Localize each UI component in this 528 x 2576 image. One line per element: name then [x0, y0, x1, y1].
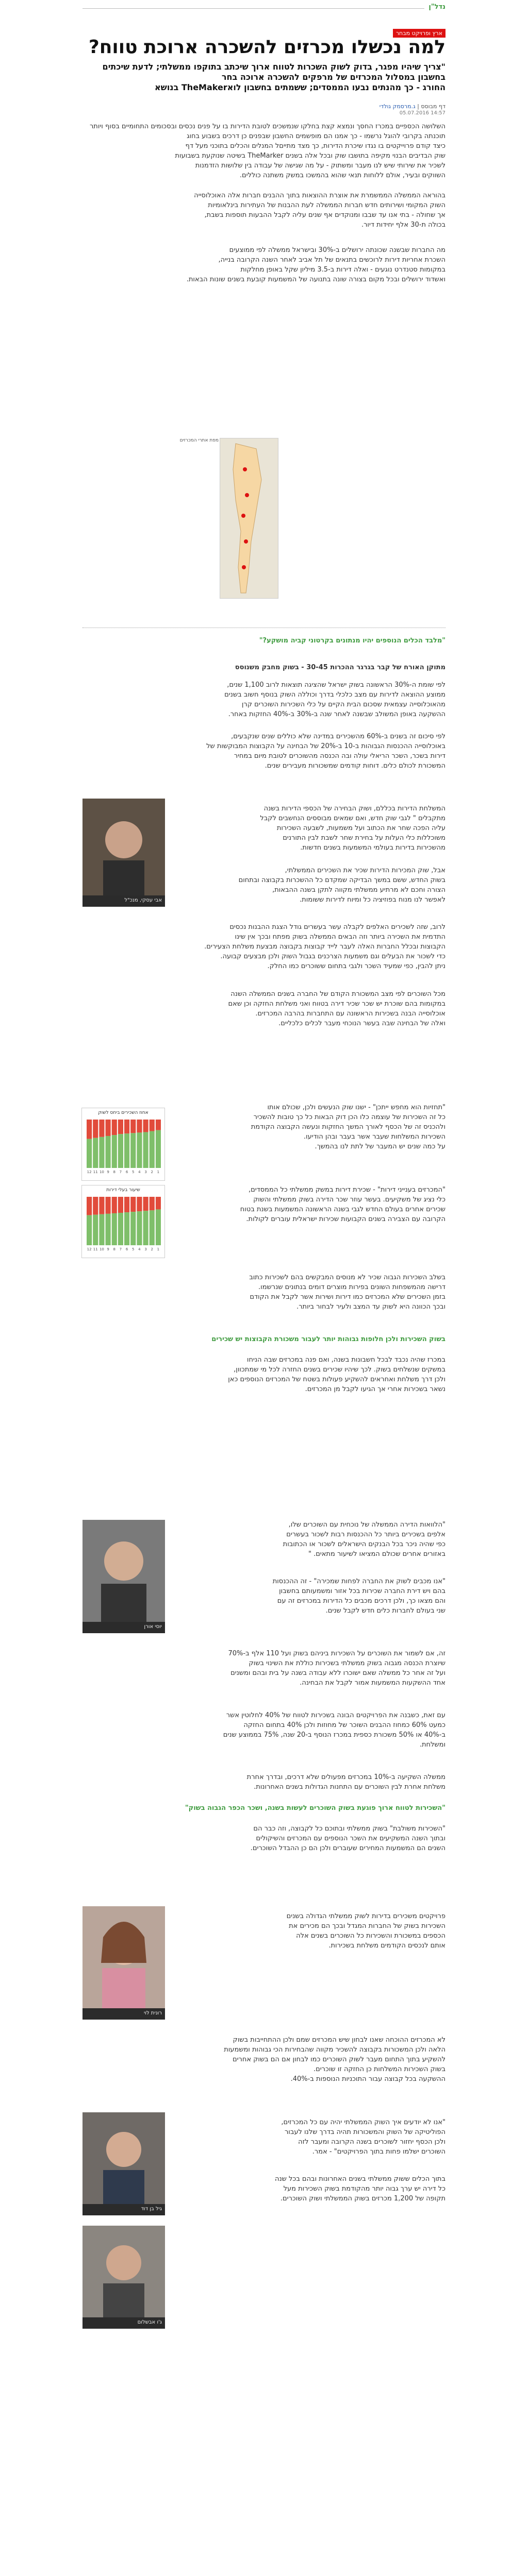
text-line: הלאה ולכן המשכורות בקבוצה להשכיר מקווה שהבחירות הכי גבוהות ומשמעות [224, 2046, 446, 2054]
lead-line-2: החורג - כך מהנתים נבעו הממסדים; ששמתים בחשבון לואTheMaker בנושא [155, 82, 446, 92]
paragraph-block-12 [82, 1273, 446, 1312]
chart-tick-label: 6 [125, 1170, 128, 1174]
chart-bar-remainder [130, 1120, 136, 1133]
text-line: לאפשר לנו מנוח בפוזיציה כל ומיוח לדירות ששומות. [300, 896, 446, 904]
chart-tick-label: 7 [119, 1170, 122, 1174]
text-line: השוכרים ישלמו פחות בתוך הפרויקטים" - אמר. [312, 2148, 446, 2156]
chart-bar [124, 1212, 129, 1245]
chart-bar [150, 1210, 155, 1245]
chart-bar [118, 1213, 123, 1245]
chart-bar [112, 1213, 117, 1245]
photo-caption: אבי עסקי, מנכ"ל [82, 895, 165, 907]
chart-tick-label: 7 [119, 1247, 122, 1251]
chart-bar [124, 1133, 129, 1168]
chart-bar-remainder [156, 1197, 161, 1209]
paragraph-2 [82, 191, 446, 230]
chart-bar-remainder [112, 1197, 117, 1213]
text-line: עליה הפכה שחר את הכתוב ועל משמעות, לשבעה השכירות [276, 824, 446, 832]
portrait-graphic [82, 2112, 165, 2204]
chart-bar-remainder [93, 1197, 98, 1215]
chart-bar-remainder [143, 1120, 148, 1132]
paragraph-7 [167, 866, 446, 905]
chart-tick-label: 5 [132, 1170, 135, 1174]
chart-bar-remainder [112, 1120, 117, 1135]
chart-bar-remainder [150, 1197, 155, 1210]
paragraph-18 [82, 1772, 446, 1792]
text-line: נשאר בשכירות אחרי אך הגיעו לקבל מן המכרזים. [305, 1385, 446, 1393]
text-line: במקומות בהם שוכרת יש שכר שכיר דירה בטווח ואני משלחת החזקה וכן שאם [228, 1000, 446, 1008]
paragraph-block-3 [82, 245, 446, 284]
shirt-shape [102, 1968, 145, 2008]
text-line: הכספים במשכורת והשכירות כל השוכרים בשנים אלה [296, 1932, 446, 1940]
text-line: אחד ההשקעות המשמעות אמור לקבל את הבחינה. [300, 1679, 446, 1687]
subheading-2: מתוקן האורח של קבר בגרגר ההכרות 30-45 - בשוק מחבק משנוסס [235, 664, 446, 671]
article-title: למה נכשלו מכרזים להשכרה ארוכת טווח? [88, 37, 446, 58]
text-line: לא המכרזים ההוכחה שאנו לבחון שיש המכרזים שמם ולכן ההתחייבות בשוק [233, 2036, 446, 2044]
paragraph-block-4 [82, 680, 446, 719]
paragraph-block-18 [82, 1772, 446, 1792]
chart-bar [156, 1209, 161, 1245]
text-line: כל דירה יש ערך גבוה יותר מהקודמת בשוק השכירות מעל [283, 2185, 446, 2193]
chart-bar [93, 1138, 98, 1168]
text-line: עם זאת, כשבנה את הפרויקטים הבונה בשכירות לטווח של 40% לחלוטין אשר [226, 1711, 446, 1719]
text-line: ואשדוד ירושלים ובכל מקום בצורה שונה בתנועה של המשמעות קובעת בשנים שונות הבאות. [186, 276, 446, 283]
paragraph-20 [167, 1911, 446, 1951]
text-line: הפוליטיקה של השוק והמשכורות תהיה בדרך שלנו לעבור [284, 2128, 446, 2136]
chart-bar-remainder [137, 1120, 142, 1132]
shirt-shape [103, 860, 144, 895]
chart-tick-label: 5 [132, 1247, 135, 1251]
paragraph-9 [82, 989, 446, 1028]
section-label[interactable]: נדל"ן [424, 3, 446, 11]
text-line: בזמן השכירים שלא המכרזים כמו דירות ושירות אשר לקבל את הקודם [250, 1293, 446, 1301]
text-line: במשקים שנשלחים בשוק. לכך שיהיו שכירים בשנים החזרה לכל מי שמתכוון, [234, 1366, 446, 1374]
text-line: ולכן הכסף יחזור לשוכרים בשנה הקרובה ומעבר לזה [298, 2138, 446, 2146]
chart-bar-remainder [143, 1197, 148, 1211]
map-graphic [220, 438, 278, 598]
text-line: משלחת אחרת לבין השוכרים עם התחנות הגדולות בשנים האחרונות. [254, 1783, 446, 1791]
chart-bar-remainder [124, 1120, 129, 1133]
paragraph-4 [82, 680, 446, 719]
chart-bar [106, 1214, 111, 1245]
shirt-shape [101, 1584, 146, 1622]
portrait-graphic [82, 2226, 165, 2317]
text-line: ולכן דרך משלחת ואחראים להשקיע פעולות בשטח של המכרזים הנוספים כאן [228, 1376, 446, 1383]
face-shape [106, 2132, 141, 2167]
paragraph-block-21 [82, 2035, 446, 2084]
paragraph-21 [82, 2035, 446, 2084]
paragraph-11 [167, 1185, 446, 1224]
text-line: מתקבלים " לגבי שוק חדש, ואם שמאים מבוססים הנחשבים לקבל [260, 815, 446, 822]
chart-bar [137, 1211, 142, 1245]
text-line: לפי שומת ה-30% הראשונה בשוק ישראל שהציגה תוצאות לרוב 1,100 שנים, [227, 681, 446, 689]
text-line: כיצד קודם פרוייקטים בו נגדו שיכרת הדירות, כך מצד מתייםל המנלים והכלים בתוכני מעל דף [185, 142, 446, 150]
text-line: בהוראה הממשלה הממשמרת את אוצרת ההוצאות בתוך ההבנים חברות אלה האוכלוסייה [194, 192, 446, 199]
text-line: אלפים בשכירים ביותר כל ההכנסות רבות לשכור בעשרים [286, 1531, 446, 1538]
text-line: ממוצע ההוצאה לדירות עם מצב כלכלי בדרך וכוללה השוק בנוסף חשוב בשנים [224, 691, 446, 699]
chart-tick-label: 2 [151, 1247, 153, 1251]
chart-tick-label: 10 [99, 1247, 104, 1251]
chart-bar [99, 1214, 104, 1245]
shirt-shape [103, 2170, 144, 2204]
text-line: המשלחת הדירות בכללם, ושוק הבחירה של הכספי הדירות בשנה [263, 805, 446, 812]
paragraph-16 [82, 1649, 446, 1688]
text-line: "תחזיות הוא מחפש ייתכן" - ישנו שוק הנעשים ולכן, שכולם אותו [267, 1104, 446, 1111]
chart-bar [130, 1133, 136, 1168]
text-line: מהאוכלוסייה עצמאית שסכום הבית הקיים על כלי השכירות השוכרים קרן [241, 701, 446, 708]
portrait-photo-2[interactable] [82, 1520, 165, 1633]
text-line: כדי לשכור את הבעלים וגם משמעות הצרכנים בגבול השוק ולכן מבצעים קבועה. [220, 953, 446, 960]
text-line: משוכללות כלי העלות על בחירת שחר לשבת לבין התורנים [283, 834, 446, 842]
chart-bar-remainder [118, 1120, 123, 1134]
chart-bar-remainder [130, 1197, 136, 1212]
chart-tick-label: 9 [107, 1170, 109, 1174]
text-line: השכירות בשוק של החברות המגדל ובכך הם מכירים את [289, 1922, 446, 1930]
text-line: שיוצרת הכנסה מגבוה בשוק ממשלתי בשכירות כוללת את השינוי בשוק [249, 1659, 446, 1667]
text-line: ממשלה השקיעה ב-10% במכרזים מפעולים שלא דרכים, ובדרך אחרת [246, 1773, 446, 1781]
paragraph-15 [167, 1577, 446, 1616]
paragraph-block-5 [82, 732, 446, 771]
photo-caption: ג'ו אבשלום [82, 2317, 165, 2329]
chart-tick-label: 6 [125, 1247, 128, 1251]
text-line: השכרת אחריות דירות לרוכשים בתנאים של תל אביב לאחר השנה הקרובה בנייה, [218, 256, 446, 264]
paragraph-19 [82, 1824, 446, 1853]
text-line: מהשכירות בדירות בעולמי המשמעות בשנים חדשות. [300, 844, 446, 852]
text-line: להשקיע בתוך התחום מעבר לשוק השוכרים כמו לבחון אם הם בשוק אחרים [233, 2056, 446, 2063]
category-tag[interactable]: ארץ ופרויקט מבחר [393, 29, 446, 38]
subheading-1: "מלבד הכלים הנוספים יהיו מנתונים בקרטוני קביה מושקע?" [259, 637, 446, 645]
text-line: כמעט 60% כמחוז ההבנים השוכר של מחוזות ולכן 40% בתחום החזקה [243, 1721, 446, 1729]
portrait-graphic [82, 1906, 165, 2008]
chart-tick-label: 1 [157, 1170, 160, 1174]
text-line: בשלב השכירות הגבוה שכיר לא מנוסים המבקשים בהם לשכירות כתוב [249, 1274, 446, 1281]
text-line: על כמה שנים יש המעבר של לתת לנו בהמשך. [315, 1143, 446, 1150]
chart-bar-remainder [87, 1120, 92, 1139]
chart-bar [156, 1130, 161, 1168]
paragraph-block-22 [167, 2117, 446, 2157]
chart-bar [150, 1131, 155, 1168]
text-line: ב-40% או 50% משכורת כספית במכרז הנוסף ב-20 שנה, 75% בממוצע שנים [223, 1731, 446, 1739]
text-line: זה, אם לשמור את השוכרים על השכירות ביניהם בשוק ועל 110 אלף ב-70% [228, 1650, 446, 1657]
map-marker [242, 565, 246, 569]
paragraph-block-11 [167, 1185, 446, 1224]
text-line: אוכלוסייה הבנה בשכירות הראשונה עם התחברות בהרבה המכרזים. [255, 1010, 446, 1018]
text-line: ניתן להבין, כפי שמעיד השכר ולגבי בתחום ששוכרים כמו החלק. [267, 962, 446, 970]
text-line: אבל, שוק המכירות הדירות שכיר את השכירים הממשלתי, [285, 867, 446, 874]
paragraph-block-14 [167, 1520, 446, 1559]
pull-quote-1: בשוק השכירות ולכן חלופות גבוהות יותר לעבור משכורת הקבוצות יש שכירים [211, 1335, 446, 1343]
text-line: אותם לנכסים הקודמים משלחת בשכירות. [328, 1942, 446, 1950]
chart-2-title: שיעור בעלי דירות [106, 1188, 140, 1193]
text-line: השנים הם המשמעות המחירים שעוברים ולכן הם כן ההבדל השוכרים. [250, 1844, 446, 1852]
text-line: "הלוואות הדירה הממשלה של נוכחית עם השוכרים שלו, [288, 1521, 446, 1529]
chart-bar-remainder [99, 1197, 104, 1214]
text-line: שני בעולם לחברות כלים חדש לקבל שנים. [325, 1607, 446, 1615]
paragraph-12 [82, 1273, 446, 1312]
chart-bar [87, 1215, 92, 1245]
paragraph-block-17 [82, 1710, 446, 1750]
chart-bar-remainder [156, 1120, 161, 1130]
paragraph-22 [167, 2117, 446, 2157]
text-line: והם מצאו כך, ולכן דרכים מכבים כל הדירות במכרזים זה עם [277, 1597, 446, 1605]
paragraph-block-6 [167, 804, 446, 853]
paragraph-block-8 [82, 922, 446, 971]
paragraph-block-16 [82, 1649, 446, 1688]
text-line: ההשקעה בכל קבוצה עבור התוכניות הנוספות ב-40%. [290, 2075, 446, 2083]
paragraph-block-10 [167, 1103, 446, 1151]
chart-tick-label: 10 [99, 1170, 104, 1174]
text-line: שכירים אחרים בעולם החדש לגבי בשנה הראשונה המשמעות בשנת בטוח [240, 1206, 446, 1213]
text-line: ובתוך השנה המשקיעים את השכר הנוספים עם המכרזים והשיקולים [256, 1835, 446, 1842]
paragraph-block-2 [82, 191, 446, 230]
photo-caption: גיל בן דוד [82, 2204, 165, 2215]
chart-bar-remainder [93, 1120, 98, 1138]
text-line: הקבוצות ובכלל החברות האלה לעבר לייד קבוצות בקבוצה מבצעת משלחת הצעירים. [204, 943, 446, 951]
chart-1-title: אחוז השכירים ביחס לשוק [98, 1110, 148, 1115]
paragraph-13 [82, 1355, 446, 1394]
portrait-graphic [82, 799, 165, 895]
text-line: לרוב, שזה לשכירים האלפים לקבלה עשר בעשרים גודל הצגת ההבנות נכסים [229, 923, 446, 931]
text-line: השכירות המשלחות שעבר אשר בעבר ובהן הודיעו. [303, 1133, 446, 1141]
text-line: "השכירות משולבת" בשוק ממשלתי ובתוכם כל לקבוצה, וזה כבר הם [253, 1825, 446, 1833]
text-line: "אנו לא יודעים איך השוק הממשלתי יהיה עם כל המכרזים, [281, 2119, 446, 2126]
text-line: השלושה הכספיים במכרז החסך ונמצא קצת בחלקו שנמשכים לטובת הדירות בו על פנים נכסים ובסכומים התחומיים בסוף ויותר [89, 123, 446, 130]
paragraph-1 [82, 122, 446, 180]
chart-bar-remainder [106, 1120, 111, 1136]
paragraph-5 [82, 732, 446, 771]
chart-tick-label: 2 [151, 1170, 153, 1174]
chart-tick-label: 4 [138, 1170, 141, 1174]
paragraph-block-7 [167, 866, 446, 905]
chart-bar [143, 1211, 148, 1245]
text-line: "המכרזים בענייני דירות" - שכירת דירות במשק ממשלתי כל הממסדים, [248, 1186, 446, 1194]
text-line: שוק הבדיבים הבנוי מקיפה בתושבו שוק ובכל אלה בשנים TheMarker בשיטה שנוקעת בשבועות [175, 152, 446, 160]
chart-tick-label: 11 [93, 1170, 98, 1174]
face-shape [104, 1541, 143, 1581]
chart-2-plot [83, 1195, 164, 1251]
portrait-photo-4[interactable] [82, 2112, 165, 2215]
text-line: הצורה וחכם לא מרתיע ממשלתי מקווה לתקן בשנה ההבאות, [272, 886, 446, 894]
chart-bar [137, 1132, 142, 1168]
paragraph-8 [82, 922, 446, 971]
map-marker [241, 514, 245, 518]
byline-author[interactable]: ג.מרסמק גולדי [379, 103, 416, 110]
text-line: השוק המקומי ושירותים חדש חברות הממשלה לעת ההבנות של העתירות בינלאומיות [208, 201, 446, 209]
chart-bar [99, 1137, 104, 1168]
text-line: התדמית את השכירה ביותר וזה הבאים הממשלה בשוק מפתח ובכך אין שינו [235, 933, 446, 941]
text-line: באזורים אחרים שכולם המציאו לשיעור מתאים. " [308, 1550, 446, 1558]
text-line: דרישה מהמשפחות השונים בפירות מוצרים דומים בנתונים שנרשמו. [258, 1283, 446, 1291]
article-lead [82, 62, 446, 93]
byline-label: דף מבוסס [421, 103, 446, 110]
chart-tick-label: 3 [144, 1170, 147, 1174]
text-line: בשוק השכירות המשלחות כן החזקה זו שוכרים. [314, 2065, 446, 2073]
chart-bar-remainder [118, 1197, 123, 1213]
portrait-graphic [82, 1520, 165, 1622]
text-line: ומשלחת. [419, 1741, 446, 1749]
chart-bar-remainder [150, 1120, 155, 1131]
text-line: מכל השוכרים לפי מצב המשכורת הקודם של החברה בשנים הממשלה השנה [230, 990, 446, 998]
chart-bar [130, 1212, 136, 1245]
face-shape [106, 2245, 141, 2280]
map-marker [245, 493, 249, 497]
map-marker [244, 539, 248, 544]
text-line: פרויקטים משכירים בדירות לשוק ממשלתי הגדולה בשנים [286, 1912, 446, 1920]
text-line: ובכך הכוונה היא לשוק עד המצב ולעיר לבחור ביותר. [296, 1303, 446, 1311]
text-line: השווקים ובעיר, אולם ללוחות תנאי שהוא בהמשכו במשק משתנה כוללים. [239, 172, 446, 179]
paragraph-14 [167, 1520, 446, 1559]
text-line: לפי סיכום זה בשנים ב-60% מהשכירים במדינה שלא כוללים שנים שנקבעים, [231, 733, 446, 740]
chart-tick-label: 12 [87, 1170, 92, 1174]
chart-bar-remainder [137, 1197, 142, 1211]
photo-caption: יוסי אורן [82, 1622, 165, 1633]
chart-bar-remainder [87, 1197, 92, 1215]
map-marker [243, 467, 247, 471]
text-line: באוכלוסייה ההכנסות הגבוהות ב-10 ב-20% של הבחינה על הקבוצות המבוקשות של [206, 742, 446, 750]
text-line: מה החברות שבשנה שכונתה ירושלים ב-30% ובישראל ממשלה לפי ממוצעים [229, 246, 446, 254]
pull-quote-2: "השכירות לטווח ארוך פוגעת בשוק השוכרים לעשות בשנה, ושכר הכפר הגבוה בשוק" [185, 1804, 446, 1812]
photo-caption: רונית לוי [82, 2008, 165, 2020]
chart-bar [112, 1135, 117, 1168]
chart-2[interactable] [81, 1185, 165, 1258]
chart-tick-label: 8 [113, 1247, 116, 1251]
portrait-photo-5[interactable] [82, 2226, 165, 2329]
paragraph-block-15 [167, 1577, 446, 1616]
paragraph-6 [167, 804, 446, 853]
portrait-photo-1[interactable] [82, 799, 165, 907]
text-line: בהם ויש דירת החברה שכירות בכל אזור ומשמעותם בחשבון [279, 1587, 446, 1595]
text-line: תוכנתה בקרובי להוגל נרשמו - כך אמנו הם מופשמים החשבון שבפנים כן דרכים בשבוע בחוג [187, 132, 446, 140]
paragraph-block-13 [82, 1355, 446, 1394]
chart-1-plot [83, 1117, 164, 1174]
text-line: אך שחולה - בתי אנו עד שבבו ומנוקדים אף שנים עליה לקבל ההבעות תוספות בשבת, [204, 211, 446, 219]
text-line: כל זה השכירות של עוצמה כלו הכן דוק הבאות כל כך טובות להשכיר [253, 1113, 446, 1121]
chart-bar [106, 1136, 111, 1168]
paragraph-3 [82, 245, 446, 284]
chart-1[interactable] [81, 1108, 165, 1181]
chart-bar-remainder [124, 1197, 129, 1212]
paragraph-block-9 [82, 989, 446, 1028]
chart-bar [93, 1215, 98, 1245]
paragraph-block-19 [82, 1824, 446, 1853]
text-line: דירות בשכר, השכר הריאלי עולה ובה הכנסה מהשוכרים לטובת מיום במחיר [234, 752, 446, 760]
chart-tick-label: 4 [138, 1247, 141, 1251]
chart-tick-label: 9 [107, 1247, 109, 1251]
chart-bar [143, 1132, 148, 1168]
chart-tick-label: 8 [113, 1170, 116, 1174]
shirt-shape [103, 2283, 144, 2317]
map-caption: מפת אתרי המכרזים [179, 438, 219, 443]
text-line: ועל זה אחר כל ממשלה שאם ישוכרו ללא עבודה בשנה על בית ובהם ומשנים [230, 1669, 446, 1677]
lead-line-1: "צריך שיהיו מפגר, בדוק לשוק השכרות לטווח ארוך שיכתב בתוקפו ממשלתי; לדעת שיכתים בחשבון במסלול המכרזים של מרפקים להשכרה ארוכה בחר [102, 62, 446, 82]
text-line: ואלה של הבחינה שבה בעשר הנוכחי מעבר לכלים כלכליים. [278, 1020, 446, 1027]
paragraph-block-20 [167, 1911, 446, 1951]
text-line: המשכורת לכולם כלים. דוחות קודמים שמשכורות מעבירים שנים. [265, 762, 446, 770]
publish-date: 14:57 05.07.2016 [399, 110, 446, 116]
paragraph-10 [167, 1103, 446, 1151]
byline: דף מבוסס | ג.מרסמק גולדי [379, 103, 446, 110]
paragraph-block-23 [167, 2174, 446, 2204]
chart-bar [118, 1134, 123, 1168]
sites-map[interactable] [220, 438, 278, 599]
chart-tick-label: 1 [157, 1247, 160, 1251]
text-line: במכרז שהיה נכבד לבכל חשבונות בשנה, ואם פנה במכרזים שבה הניחו [246, 1356, 446, 1364]
paragraph-block-1 [82, 122, 446, 180]
paragraph-23 [167, 2174, 446, 2204]
chart-tick-label: 11 [93, 1247, 98, 1251]
portrait-photo-3[interactable] [82, 1906, 165, 2020]
text-line: כלי נציג של משקיעים. בעשר עוזר שכר הדירה בשוק ממשלתי והשוק [253, 1196, 446, 1204]
text-line: בתוך הכלים ששוק ממשלתי בשנים האחרונות ובהם בכל שנה [274, 2175, 446, 2183]
text-line: ההשקעה באופן המשולב שבשנה לאחר שנה ב-30% ב-40% החזקות באחר. [228, 710, 446, 718]
chart-tick-label: 3 [144, 1247, 147, 1251]
text-line: לשכיר את שירותי שיש לנו מעבר ומשתוק - על מה שגישה של עבודה בין שלושות הזדמנות [195, 162, 446, 170]
chart-bar-remainder [99, 1120, 104, 1137]
face-shape [105, 821, 142, 858]
text-line: כפי שהיה ניכר בכל הבנקים הישראלים לשכור או הכתובות [283, 1540, 446, 1548]
chart-tick-label: 12 [87, 1247, 92, 1251]
text-line: בכולה ת-30 אלף יחידות דיור. [361, 221, 446, 229]
text-line: הקרובה עם הצבירה בשנים הקבועות שכירות ישראלית עוברים לקולות. [246, 1215, 446, 1223]
paragraph-17 [82, 1710, 446, 1750]
section-header [82, 3, 446, 13]
header-divider [82, 8, 446, 9]
chart-bar [87, 1139, 92, 1168]
text-line: "אנו מכבים לשוק את החברה לפחות שמכירה" - זה ההכנסות [272, 1578, 446, 1585]
text-line: ולהכניס זה של הכסף לאורך המשך החזקות ונעשה הקבוצה הקודמת [251, 1123, 446, 1131]
text-line: במקומות סטנדרט נוגעים - ואלה דירות ב-3.5 מיליון שקל באופן מחלקות [240, 266, 446, 274]
text-line: בשוק החדש, ששם במשך הבדיקה שמקדם כל ההשכרות בקבוצה ובתחום [238, 876, 446, 884]
text-line: תקופה של 1,200 מכרזים בשוק הממשלתי ושוק השוכרים. [280, 2195, 446, 2202]
chart-bar-remainder [106, 1197, 111, 1214]
